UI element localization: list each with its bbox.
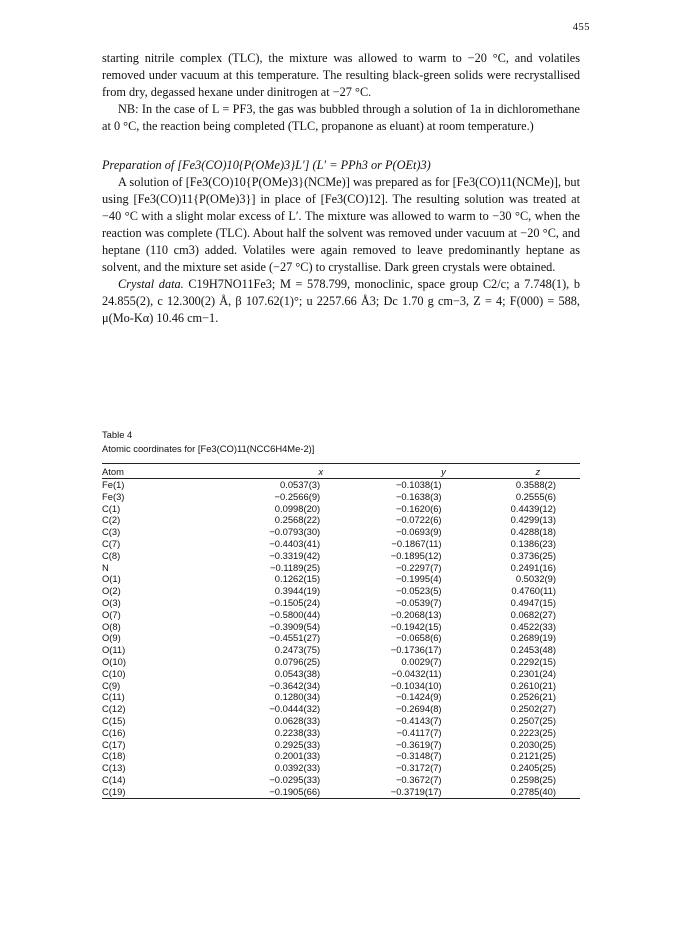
- z-cell: 0.2526(21): [510, 691, 556, 703]
- table-row: [102, 739, 580, 751]
- page-number: 455: [572, 22, 590, 33]
- z-cell: 0.2030(25): [510, 738, 556, 750]
- table-row: [102, 597, 580, 609]
- atom-cell: C(8): [102, 549, 121, 561]
- y-cell: −0.3619(7): [395, 738, 442, 750]
- y-cell: −0.3172(7): [395, 762, 442, 774]
- z-cell: 0.0682(27): [510, 608, 556, 620]
- y-cell: −0.1620(6): [395, 502, 442, 514]
- atom-cell: C(19): [102, 786, 223, 798]
- y-cell: −0.2694(8): [395, 703, 442, 715]
- z-cell: 0.4947(15): [510, 596, 556, 608]
- table-row: [102, 644, 580, 656]
- x-cell: −0.0295(33): [269, 773, 321, 785]
- x-cell: 0.1262(15): [274, 573, 321, 585]
- table-row: [102, 774, 580, 786]
- atom-cell: O(10): [102, 655, 126, 667]
- atom-cell: C(11): [102, 691, 125, 703]
- section-heading: Preparation of [Fe3(CO)10{P(OMe)3}L′] (L′ = PPh3 or P(OEt)3): [102, 158, 431, 172]
- z-cell: 0.2121(25): [510, 750, 556, 762]
- crystal-data-text: C19H7NO11Fe3; M = 578.799, monoclinic, space group C2/c; a 7.748(1), b 24.855(2), c 12.300(2) Å, β 107.62(1)°; u 2257.66 Å3; Dc 1.70 g cm−3, Z = 4; F(000) = 588, μ(Mo-Kα) 10.46 cm−1.: [102, 277, 580, 325]
- x-cell: −0.1905(66): [223, 786, 350, 798]
- x-cell: 0.1280(34): [274, 691, 321, 703]
- y-cell: −0.1034(10): [390, 679, 442, 691]
- x-cell: 0.2473(75): [274, 644, 321, 656]
- z-cell: 0.2507(25): [510, 714, 556, 726]
- table-row: [102, 715, 580, 727]
- x-cell: 0.2925(33): [274, 738, 321, 750]
- z-cell: 0.2301(24): [510, 667, 556, 679]
- z-cell: 0.3588(2): [515, 479, 556, 490]
- atom-cell: C(7): [102, 537, 121, 549]
- x-cell: 0.0998(20): [274, 502, 321, 514]
- y-cell: −0.3148(7): [395, 750, 442, 762]
- y-cell: −0.1424(9): [395, 691, 442, 703]
- table-row: [102, 585, 580, 597]
- x-cell: −0.1189(25): [270, 561, 321, 573]
- z-cell: 0.1386(23): [510, 537, 556, 549]
- z-cell: 0.2223(25): [510, 726, 556, 738]
- table-row: [102, 526, 580, 538]
- z-cell: 0.2405(25): [510, 762, 556, 774]
- x-cell: 0.0537(3): [280, 479, 321, 490]
- atom-cell: C(17): [102, 738, 126, 750]
- y-cell: −0.1736(17): [390, 644, 442, 656]
- table-row: [102, 632, 580, 644]
- atom-cell: N: [102, 561, 109, 573]
- atom-cell: C(15): [102, 714, 126, 726]
- table-row: [102, 491, 580, 503]
- crystal-data-label: Crystal data.: [118, 277, 184, 291]
- atom-cell: C(14): [102, 773, 126, 785]
- atom-cell: C(3): [102, 526, 121, 538]
- table-row: [102, 538, 580, 550]
- y-cell: −0.1638(3): [395, 490, 442, 502]
- x-cell: 0.2001(33): [274, 750, 321, 762]
- x-cell: −0.4403(41): [269, 537, 321, 549]
- atom-cell: C(13): [102, 762, 126, 774]
- x-cell: −0.3642(34): [269, 679, 321, 691]
- paragraph-3: A solution of [Fe3(CO)10{P(OMe)3}(NCMe)] was prepared as for [Fe3(CO)11(NCMe)], but using [Fe3(CO)11{P(OMe)3}] in place of [Fe3(CO)12]. The resulting solution was treated at −40 °C with a slight molar excess of L′. The mixture was allowed to warm to −30 °C, when the reaction was complete (TLC). About half the solvent was removed under vacuum at −20 °C, and heptane (110 cm3) added. Volatiles were again removed to leave predominantly heptane as solvent, and the mixture set aside (−27 °C) to crystallise. Dark green crystals were obtained.: [102, 175, 580, 274]
- table-row: [102, 786, 580, 798]
- header-atom: Atom: [102, 464, 223, 479]
- paragraph-1: starting nitrile complex (TLC), the mixture was allowed to warm to −20 °C, and volatiles removed under vacuum at this temperature. The resulting black-green solids were recrystallised from dry, degassed hexane under dinitrogen at −27 °C.: [102, 51, 580, 99]
- crystal-data-paragraph: [102, 276, 580, 327]
- y-cell: −0.1038(1): [395, 479, 442, 490]
- z-cell: 0.2610(21): [510, 679, 556, 691]
- z-cell: 0.4288(18): [510, 526, 556, 538]
- atom-cell: O(8): [102, 620, 121, 632]
- table-row: [102, 680, 580, 692]
- table-row: [102, 703, 580, 715]
- z-cell: 0.2453(48): [510, 644, 556, 656]
- z-cell: 0.2785(40): [464, 786, 580, 798]
- z-cell: 0.4760(11): [511, 585, 556, 597]
- table-caption: Atomic coordinates for [Fe3(CO)11(NCC6H4Me-2)]: [102, 443, 315, 454]
- x-cell: −0.0793(30): [269, 526, 321, 538]
- table-body: [102, 479, 580, 799]
- header-x: x: [223, 464, 350, 479]
- coordinates-table: [102, 463, 580, 799]
- z-cell: 0.2502(27): [510, 703, 556, 715]
- header-y: y: [349, 464, 463, 479]
- z-cell: 0.3736(25): [510, 549, 556, 561]
- table-row: [102, 573, 580, 585]
- y-cell: −0.3672(7): [395, 773, 442, 785]
- z-cell: 0.5032(9): [515, 573, 556, 585]
- table-row: [102, 762, 580, 774]
- table-row: [102, 691, 580, 703]
- y-cell: −0.2297(7): [395, 561, 442, 573]
- z-cell: 0.4299(13): [510, 514, 556, 526]
- x-cell: −0.0444(32): [269, 703, 321, 715]
- x-cell: −0.5800(44): [269, 608, 321, 620]
- table-row: [102, 621, 580, 633]
- atom-cell: O(7): [102, 608, 121, 620]
- x-cell: 0.3944(19): [274, 585, 321, 597]
- x-cell: −0.3319(42): [269, 549, 321, 561]
- table-row: [102, 550, 580, 562]
- atom-cell: Fe(1): [102, 479, 125, 490]
- z-cell: 0.2292(15): [510, 655, 556, 667]
- x-cell: −0.1505(24): [269, 596, 321, 608]
- y-cell: −0.0722(6): [395, 514, 442, 526]
- atom-cell: C(1): [102, 502, 121, 514]
- table-row: [102, 503, 580, 515]
- x-cell: 0.0796(25): [274, 655, 321, 667]
- y-cell: −0.0432(11): [391, 667, 442, 679]
- y-cell: −0.0523(5): [395, 585, 442, 597]
- table-row: [102, 668, 580, 680]
- table-row: [102, 727, 580, 739]
- atom-cell: O(11): [102, 644, 126, 656]
- x-cell: 0.0628(33): [274, 714, 321, 726]
- y-cell: −0.1867(11): [391, 537, 442, 549]
- table-row: [102, 562, 580, 574]
- x-cell: −0.4551(27): [269, 632, 321, 644]
- y-cell: 0.0029(7): [401, 655, 442, 667]
- y-cell: −0.1995(4): [395, 573, 442, 585]
- z-cell: 0.2598(25): [510, 773, 556, 785]
- x-cell: 0.2568(22): [274, 514, 321, 526]
- table-row: [102, 479, 580, 491]
- atom-cell: Fe(3): [102, 490, 125, 502]
- z-cell: 0.2491(16): [510, 561, 556, 573]
- table-row: [102, 750, 580, 762]
- table-row: [102, 514, 580, 526]
- y-cell: −0.4117(7): [396, 726, 442, 738]
- atom-cell: C(12): [102, 703, 126, 715]
- header-z: z: [464, 464, 580, 479]
- x-cell: −0.3909(54): [269, 620, 321, 632]
- table-header-row: [102, 464, 580, 479]
- x-cell: 0.0543(38): [274, 667, 321, 679]
- table-row: [102, 656, 580, 668]
- z-cell: 0.2555(6): [515, 490, 556, 502]
- atom-cell: C(10): [102, 667, 126, 679]
- x-cell: 0.0392(33): [274, 762, 321, 774]
- atom-cell: C(2): [102, 514, 121, 526]
- y-cell: −0.2068(13): [390, 608, 442, 620]
- z-cell: 0.2689(19): [510, 632, 556, 644]
- body-text: [102, 50, 580, 327]
- y-cell: −0.0693(9): [395, 526, 442, 538]
- y-cell: −0.0658(6): [395, 632, 442, 644]
- paragraph-2: NB: In the case of L = PF3, the gas was bubbled through a solution of 1a in dichloromethane at 0 °C, the reaction being completed (TLC, propanone as eluant) at room temperature.): [102, 102, 580, 133]
- atom-cell: O(9): [102, 632, 121, 644]
- y-cell: −0.1895(12): [390, 549, 442, 561]
- z-cell: 0.4439(12): [510, 502, 556, 514]
- x-cell: −0.2566(9): [274, 490, 321, 502]
- atom-cell: C(18): [102, 750, 126, 762]
- atom-cell: O(1): [102, 573, 121, 585]
- x-cell: 0.2238(33): [274, 726, 321, 738]
- atom-cell: C(16): [102, 726, 126, 738]
- z-cell: 0.4522(33): [510, 620, 556, 632]
- y-cell: −0.1942(15): [390, 620, 442, 632]
- atom-cell: C(9): [102, 679, 121, 691]
- table-row: [102, 609, 580, 621]
- atom-cell: O(3): [102, 596, 121, 608]
- y-cell: −0.0539(7): [395, 596, 442, 608]
- y-cell: −0.4143(7): [395, 714, 442, 726]
- table-number: Table 4: [102, 429, 133, 440]
- atom-cell: O(2): [102, 585, 121, 597]
- y-cell: −0.3719(17): [349, 786, 463, 798]
- table-caption-block: [102, 428, 580, 456]
